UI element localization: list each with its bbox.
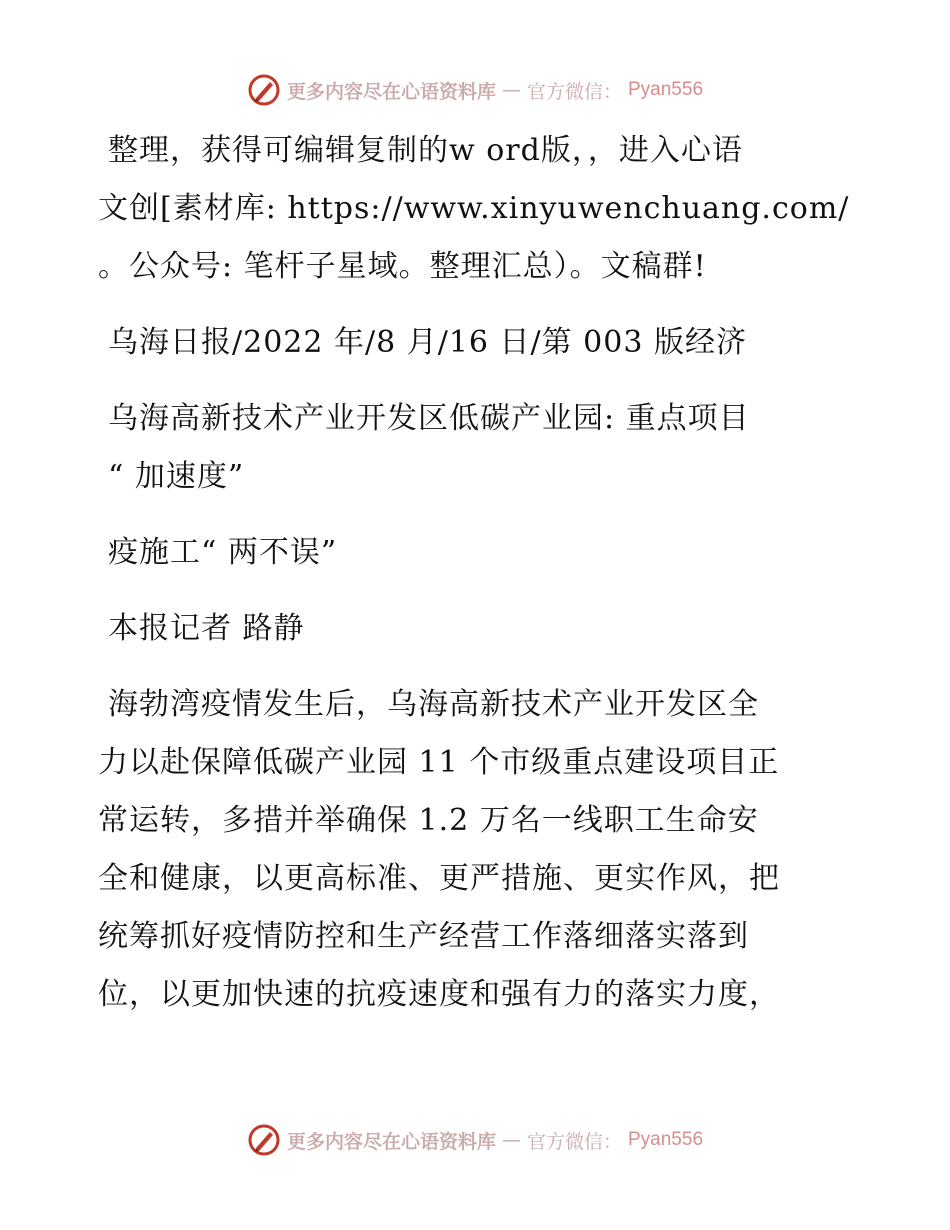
headline-line: “ 加速度” (108, 459, 245, 494)
body-line: 常运转，多措并举确保 1.2 万名一线职工生命安 (98, 803, 759, 838)
body-line: 海勃湾疫情发生后，乌海高新技术产业开发区全 (108, 687, 759, 722)
intro-line: 整理，获得可编辑复制的w ord版，，进入心语 (108, 133, 743, 168)
banner-dash: — (501, 1129, 521, 1151)
body-line: 全和健康，以更高标准、更严措施、更实作风，把 (98, 861, 780, 896)
intro-line: 文创[素材库: https://www.xinyuwenchuang.com/ (98, 191, 850, 226)
pen-logo-icon (247, 73, 281, 107)
header-watermark-banner (0, 70, 950, 110)
byline: 本报记者 路静 (108, 611, 305, 646)
banner-text: 更多内容尽在心语资料库 (286, 1130, 496, 1153)
body-line: 力以赴保障低碳产业园 11 个市级重点建设项目正 (98, 745, 780, 780)
body-line: 位，以更加快速的抗疫速度和强有力的落实力度， (98, 977, 780, 1012)
body-line: 统筹抓好疫情防控和生产经营工作落细落实落到 (98, 919, 749, 954)
footer-watermark-banner (0, 1120, 950, 1160)
subheadline: 疫施工“ 两不误” (108, 535, 338, 570)
pen-logo-icon (247, 1123, 281, 1157)
banner-text: 更多内容尽在心语资料库 (286, 80, 496, 103)
headline-line: 乌海高新技术产业开发区低碳产业园: 重点项目 (108, 401, 750, 436)
intro-line: 。公众号: 笔杆子星域。整理汇总）。文稿群! (98, 249, 707, 284)
banner-wechat-id: Pyan556 (628, 1129, 704, 1150)
banner-wechat-label: 官方微信： (526, 80, 622, 103)
banner-dash: — (501, 79, 521, 101)
banner-wechat-id: Pyan556 (628, 79, 704, 100)
source-line: 乌海日报/2022 年/8 月/16 日/第 003 版经济 (108, 325, 747, 360)
banner-wechat-label: 官方微信： (526, 1130, 622, 1153)
document-body (98, 122, 858, 1024)
